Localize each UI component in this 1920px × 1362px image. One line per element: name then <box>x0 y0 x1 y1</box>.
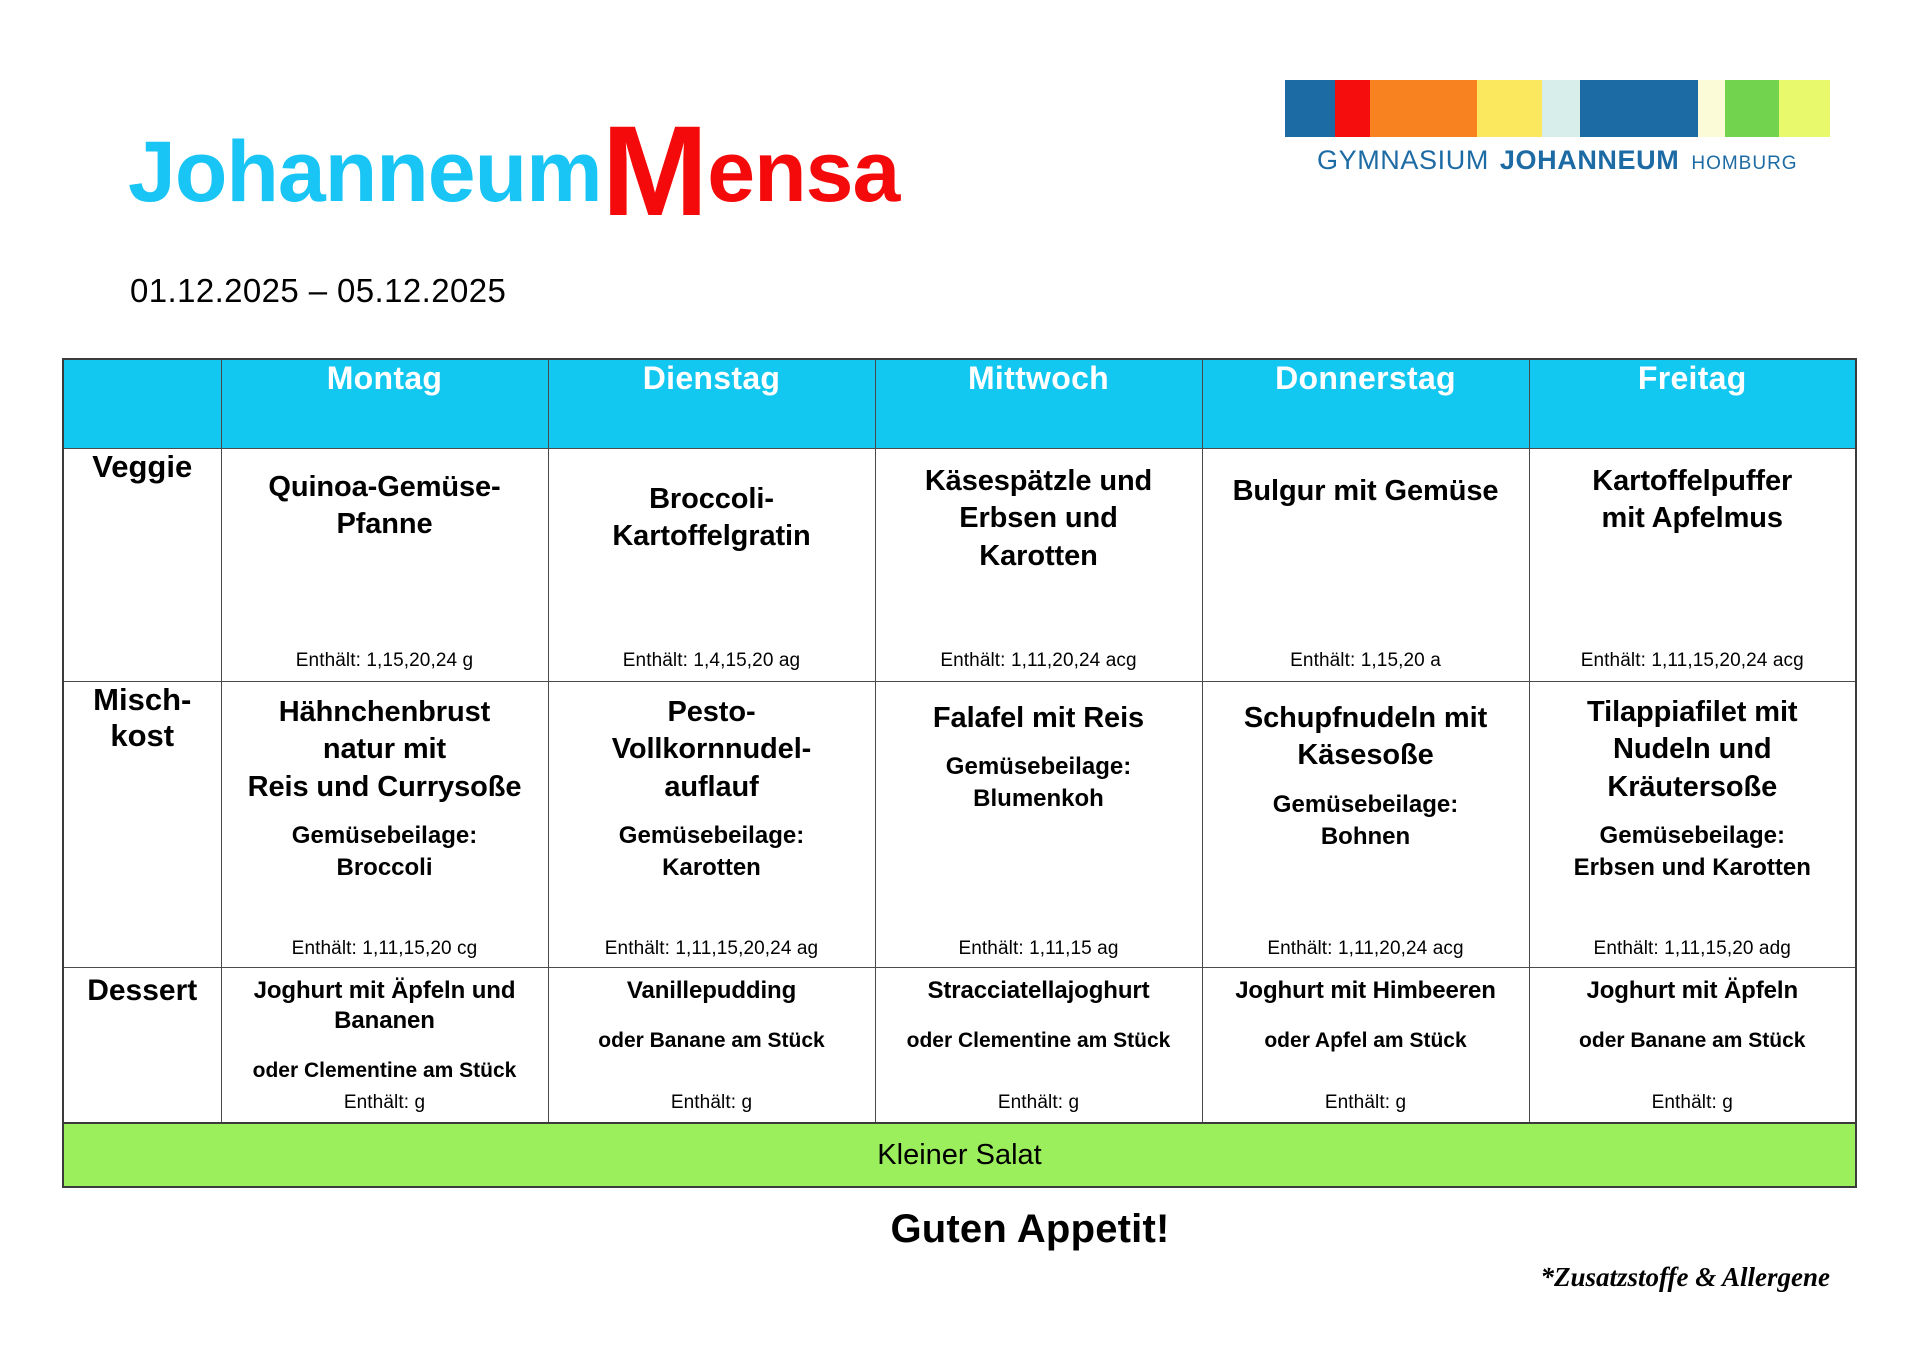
allergen-info: Enthält: g <box>670 1092 753 1114</box>
side-dish-value: Erbsen und Karotten <box>1573 854 1811 882</box>
menu-cell <box>548 968 875 1124</box>
day-header-montag: Montag <box>221 359 548 449</box>
menu-cell-content <box>549 968 875 1122</box>
side-dish-label: oder Banane am Stück <box>1579 1029 1806 1052</box>
table-header-row <box>63 359 1856 449</box>
logo-bar-segment <box>1580 80 1698 137</box>
logo-wordmark <box>1285 145 1830 176</box>
brand-mensa-capital: M <box>601 100 708 243</box>
spacer <box>1211 1006 1521 1020</box>
spacer <box>230 1036 540 1050</box>
spacer <box>557 1006 867 1020</box>
menu-table-body <box>63 449 1856 1188</box>
spacer <box>557 806 867 820</box>
menu-cell <box>875 968 1202 1124</box>
side-dish-label: oder Clementine am Stück <box>906 1029 1171 1052</box>
side-dish-value: Broccoli <box>336 854 433 882</box>
allergen-info: Enthält: 1,11,20,24 acg <box>940 650 1137 672</box>
side-dish-value: Karotten <box>662 854 761 882</box>
page-title <box>128 100 900 243</box>
menu-cell <box>1529 449 1856 682</box>
row-label-veggie: Veggie <box>63 449 221 682</box>
page-header <box>0 0 1920 309</box>
menu-cell <box>1529 968 1856 1124</box>
menu-cell-content <box>549 682 875 967</box>
school-logo <box>1285 80 1830 176</box>
dish-name: Vanillepudding <box>626 977 797 1004</box>
allergen-info: Enthält: 1,15,20,24 g <box>295 650 474 672</box>
allergen-info: Enthält: g <box>343 1092 426 1114</box>
menu-cell-content <box>876 449 1202 681</box>
allergen-info: Enthält: g <box>1651 1092 1733 1114</box>
dish-name: Pesto- Vollkornnudel- auflauf <box>611 696 812 803</box>
allergen-info: Enthält: 1,4,15,20 ag <box>622 650 801 672</box>
spacer <box>1538 1006 1848 1020</box>
dish-name: Stracciatellajoghurt <box>927 977 1150 1004</box>
logo-bar-segment <box>1370 80 1477 137</box>
logo-bar-segment <box>1779 80 1830 137</box>
day-header-donnerstag: Donnerstag <box>1202 359 1529 449</box>
menu-cell-content <box>222 682 548 967</box>
menu-cell-content <box>222 449 548 681</box>
allergen-footnote: *Zusatzstoffe & Allergene <box>1540 1262 1830 1292</box>
allergen-info: Enthält: g <box>997 1092 1080 1114</box>
logo-bar-segment <box>1698 80 1725 137</box>
dish-name: Falafel mit Reis <box>932 702 1145 734</box>
menu-table <box>62 358 1857 1188</box>
side-dish-label: Gemüsebeilage: <box>945 753 1132 781</box>
salad-label: Kleiner Salat <box>63 1123 1856 1187</box>
logo-bar-segment <box>1335 80 1370 137</box>
menu-cell-content <box>876 968 1202 1122</box>
side-dish-value: Blumenkoh <box>973 785 1104 813</box>
dish-name: Quinoa-Gemüse- Pfanne <box>268 471 501 541</box>
dish-name: Schupfnudeln mit Käsesoße <box>1243 702 1488 772</box>
menu-cell <box>221 682 548 968</box>
logo-bar-segment <box>1725 80 1778 137</box>
menu-cell-content <box>1530 449 1856 681</box>
allergen-info: Enthält: 1,11,15,20 adg <box>1593 938 1791 960</box>
date-range: 01.12.2025 – 05.12.2025 <box>130 272 507 309</box>
menu-cell-content <box>1530 682 1856 967</box>
spacer <box>1211 775 1521 789</box>
table-row <box>63 968 1856 1124</box>
side-dish-label: Gemüsebeilage: <box>618 822 805 850</box>
menu-cell <box>221 449 548 682</box>
menu-cell <box>548 682 875 968</box>
menu-cell <box>1529 682 1856 968</box>
table-row <box>63 682 1856 968</box>
allergen-info: Enthält: g <box>1324 1092 1407 1114</box>
row-label-mischkost: Misch- kost <box>63 682 221 968</box>
menu-cell-content <box>222 968 548 1122</box>
brand-mensa-rest: ensa <box>707 124 900 220</box>
logo-word-homburg: HOMBURG <box>1691 153 1798 174</box>
allergen-info: Enthält: 1,15,20 a <box>1290 650 1441 672</box>
dish-name: Joghurt mit Himbeeren <box>1235 977 1496 1004</box>
logo-word-johanneum: JOHANNEUM <box>1499 145 1680 175</box>
dish-name: Hähnchenbrust natur mit Reis und Currysoße <box>247 696 522 803</box>
side-dish-label: oder Apfel am Stück <box>1264 1029 1467 1052</box>
menu-cell-content <box>876 682 1202 967</box>
menu-cell <box>1202 449 1529 682</box>
table-corner-cell <box>63 359 221 449</box>
day-header-freitag: Freitag <box>1529 359 1856 449</box>
dish-name: Kartoffelpuffer mit Apfelmus <box>1592 465 1793 535</box>
side-dish-value: Bohnen <box>1320 822 1411 850</box>
day-header-mittwoch: Mittwoch <box>875 359 1202 449</box>
menu-cell-content <box>1530 968 1856 1122</box>
brand-mensa <box>601 100 900 243</box>
guten-appetit-text: Guten Appetit! <box>890 1207 1170 1251</box>
side-dish-label: oder Clementine am Stück <box>252 1059 517 1082</box>
side-dish-label: oder Banane am Stück <box>598 1029 825 1052</box>
side-dish-label: Gemüsebeilage: <box>1272 790 1459 818</box>
side-dish-label: Gemüsebeilage: <box>291 822 478 850</box>
row-label-dessert: Dessert <box>63 968 221 1124</box>
menu-cell-content <box>1203 968 1529 1122</box>
logo-bar-segment <box>1477 80 1542 137</box>
menu-cell <box>221 968 548 1124</box>
menu-cell <box>875 682 1202 968</box>
dish-name: Tilappiafilet mit Nudeln und Kräutersoße <box>1587 696 1798 803</box>
menu-cell <box>1202 968 1529 1124</box>
allergen-info: Enthält: 1,11,20,24 acg <box>1267 938 1464 960</box>
logo-bar-segment <box>1542 80 1580 137</box>
brand-johanneum: Johanneum <box>128 124 602 220</box>
spacer <box>230 806 540 820</box>
menu-cell <box>1202 682 1529 968</box>
menu-table-head <box>63 359 1856 449</box>
salad-row <box>63 1123 1856 1187</box>
dish-name: Bulgur mit Gemüse <box>1232 475 1499 507</box>
allergen-info: Enthält: 1,11,15,20,24 ag <box>604 938 819 960</box>
spacer <box>1538 806 1848 820</box>
allergen-info: Enthält: 1,11,15,20,24 acg <box>1580 650 1804 672</box>
table-row <box>63 449 1856 682</box>
side-dish-label: Gemüsebeilage: <box>1599 822 1785 850</box>
allergen-info: Enthält: 1,11,15,20 cg <box>291 938 478 960</box>
logo-bar-segment <box>1285 80 1335 137</box>
spacer <box>884 1006 1194 1020</box>
menu-cell <box>548 449 875 682</box>
menu-cell-content <box>549 449 875 681</box>
menu-cell-content <box>1203 682 1529 967</box>
menu-cell-content <box>1203 449 1529 681</box>
dish-name: Joghurt mit Äpfeln <box>1586 977 1799 1004</box>
menu-cell <box>875 449 1202 682</box>
dish-name: Joghurt mit Äpfeln und Bananen <box>253 977 516 1034</box>
spacer <box>884 737 1194 751</box>
dish-name: Broccoli- Kartoffelgratin <box>612 483 811 553</box>
logo-word-gymnasium: GYMNASIUM <box>1317 145 1489 175</box>
dish-name: Käsespätzle und Erbsen und Karotten <box>924 465 1153 572</box>
allergen-info: Enthält: 1,11,15 ag <box>958 938 1119 960</box>
logo-color-bar <box>1285 80 1830 137</box>
day-header-dienstag: Dienstag <box>548 359 875 449</box>
